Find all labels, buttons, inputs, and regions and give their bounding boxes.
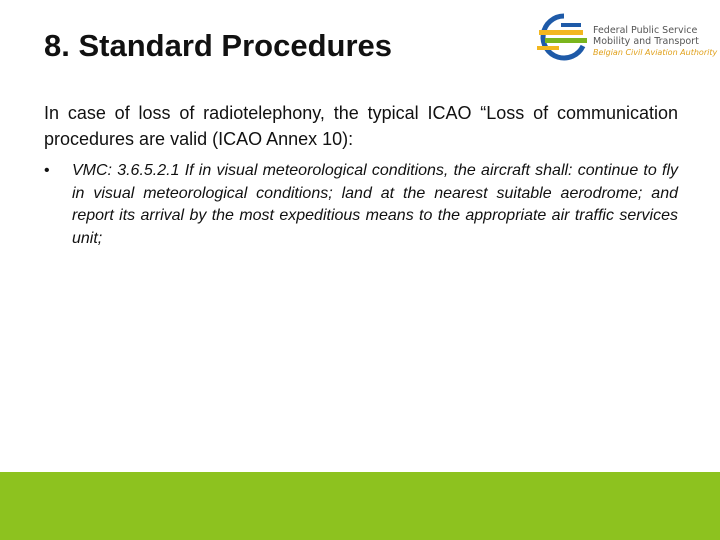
logo-line-1: Federal Public Service: [593, 25, 698, 36]
bullet-marker: •: [44, 162, 50, 179]
footer-bar: [0, 472, 720, 540]
logo-text: [593, 25, 717, 58]
logo-line-2: Mobility and Transport: [593, 36, 699, 47]
bullet-item-vmc: [44, 160, 678, 250]
logo-emblem-icon: [535, 8, 593, 66]
logo-line-3: Belgian Civil Aviation Authority: [593, 48, 718, 57]
fps-mobility-logo: [535, 8, 718, 68]
bullet-list: [44, 160, 678, 250]
slide-title: 8. Standard Procedures: [44, 28, 393, 63]
bullet-text: VMC: 3.6.5.2.1 If in visual meteorological conditions, the aircraft shall: continue to fly in visual meteorological conditions; land at the nearest suitable aerodrome; and report its arrival by the most expeditious means to the appropriate air traffic services unit;: [72, 162, 678, 247]
body-paragraph: In case of loss of radiotelephony, the typical ICAO “Loss of communication procedures are valid (ICAO Annex 10):: [44, 103, 678, 149]
